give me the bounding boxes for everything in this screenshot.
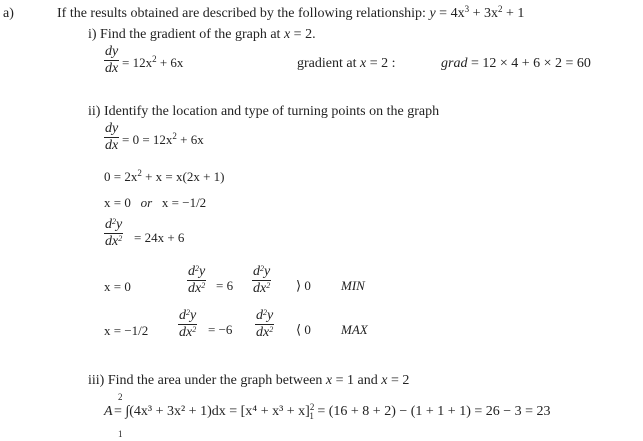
q2-dx2: $dx^2$ bbox=[105, 234, 123, 249]
q2-case1-x: x = 0 bbox=[104, 279, 131, 294]
q2-line1-exp: 2 bbox=[172, 131, 177, 141]
q3-upper-limit: 2 bbox=[118, 392, 123, 402]
q3-result: = (16 + 8 + 2) − (1 + 1 + 1) = 26 − 3 = 23 bbox=[317, 404, 551, 419]
q1-gradient-val: = 2 : bbox=[369, 56, 396, 71]
q2-second-rhs: = 24x + 6 bbox=[134, 230, 185, 245]
q3-area-var: A bbox=[104, 404, 113, 419]
q3-antideriv: = [x⁴ + x³ + x] bbox=[229, 404, 310, 419]
q2-case1-val: = 6 bbox=[216, 278, 234, 293]
q1-dx: dx bbox=[105, 61, 119, 76]
q1-heading bbox=[88, 28, 316, 42]
q3-heading-text: iii) Find the area under the graph between bbox=[88, 373, 323, 388]
q1-rhs-b: + 6x bbox=[159, 55, 184, 70]
intro-eq: = 4x bbox=[439, 6, 465, 21]
q2-case2-fraction: $\frac{d^2y}{dx^2}$ bbox=[179, 308, 197, 340]
intro-exp2: 2 bbox=[497, 4, 503, 14]
intro-text: If the results obtained are described by the following relationship: bbox=[57, 6, 426, 21]
q1-heading-text: i) Find the gradient of the graph at bbox=[88, 27, 281, 42]
q2-second-deriv-fraction bbox=[104, 218, 123, 249]
q1-dy: dy bbox=[105, 44, 119, 59]
q2-line1-b: + 6x bbox=[180, 132, 204, 147]
q2-case1-type: MIN bbox=[341, 278, 365, 293]
q2-line2-a: 0 = 2x bbox=[104, 169, 138, 184]
q2-heading: ii) Identify the location and type of turning points on the graph bbox=[88, 104, 440, 119]
q2-case2-x: x = −1/2 bbox=[104, 323, 149, 338]
q2-case2-fraction-2: $\frac{d^2y}{dx^2}$ bbox=[256, 308, 274, 340]
q2-line1 bbox=[122, 133, 204, 146]
q3-x1-var: x bbox=[325, 373, 333, 388]
q2-line1-a: = 0 = 12x bbox=[122, 132, 173, 147]
q3-integrand: = ∫(4x³ + 3x² + 1)dx bbox=[114, 404, 226, 419]
q2-line2-b: + x = x(2x + 1) bbox=[145, 169, 225, 184]
q2-line2 bbox=[104, 170, 225, 183]
q3-lower-limit: 1 bbox=[118, 429, 123, 439]
q2-d2y: $d^2y$ bbox=[105, 217, 123, 232]
q2-case2-cmp: ⟨ 0 bbox=[296, 322, 311, 337]
q1-grad-calc-text: = 12 × 4 + 6 × 2 = 60 bbox=[470, 56, 591, 71]
q3-and: and bbox=[357, 373, 378, 388]
intro-mid: + 3x bbox=[472, 6, 498, 21]
q2-dy: dy bbox=[105, 121, 119, 136]
q3-x2-var: x bbox=[381, 373, 388, 388]
intro-end: + 1 bbox=[505, 6, 525, 21]
q1-gradient-var: x bbox=[359, 56, 367, 71]
q1-gradient-text: gradient at bbox=[297, 56, 357, 71]
intro-exp1: 3 bbox=[464, 4, 470, 14]
intro-line bbox=[57, 4, 525, 21]
q1-derivative-rhs bbox=[122, 56, 183, 69]
q2-dx: dx bbox=[105, 138, 119, 153]
q3-x2-val: = 2 bbox=[390, 373, 410, 388]
q2-line3-or: or bbox=[140, 195, 153, 210]
q2-case2-val: = −6 bbox=[208, 322, 233, 337]
q2-case1-cmp: ⟩ 0 bbox=[296, 278, 311, 293]
q2-dydx-fraction bbox=[104, 122, 119, 153]
q2-case1-fraction: $\frac{d^2y}{dx^2}$ bbox=[188, 264, 206, 296]
q3-x1-val: = 1 bbox=[335, 373, 355, 388]
q1-gradient-label bbox=[297, 57, 396, 71]
q3-heading bbox=[88, 374, 409, 388]
q2-line3 bbox=[104, 196, 206, 209]
q1-rhs-a: = 12x bbox=[122, 55, 153, 70]
q1-grad-calc bbox=[441, 57, 591, 71]
q1-exp: 2 bbox=[152, 54, 157, 64]
q2-case2-type: MAX bbox=[341, 322, 368, 337]
q1-heading-var: x bbox=[283, 27, 291, 42]
q2-case1-fraction-2: $\frac{d^2y}{dx^2}$ bbox=[253, 264, 271, 296]
q2-line3-b: x = −1/2 bbox=[161, 195, 207, 210]
q1-dydx-fraction bbox=[104, 45, 119, 76]
intro-y: y bbox=[429, 6, 436, 21]
q1-heading-val: = 2. bbox=[293, 27, 316, 42]
q3-integral-line: = $\int(4x^3 + 3x^2 + 1)dx = [x^4 + x^3 + x]^2_1 = (16 + 8 + 2) - (1 + 1 + 1) = 26 - 3 = 23$ bbox=[114, 402, 551, 421]
q1-grad-word: grad bbox=[441, 56, 468, 71]
q2-line3-a: x = 0 bbox=[104, 195, 131, 210]
q2-line2-exp: 2 bbox=[137, 168, 142, 178]
part-label: a) bbox=[3, 6, 14, 21]
